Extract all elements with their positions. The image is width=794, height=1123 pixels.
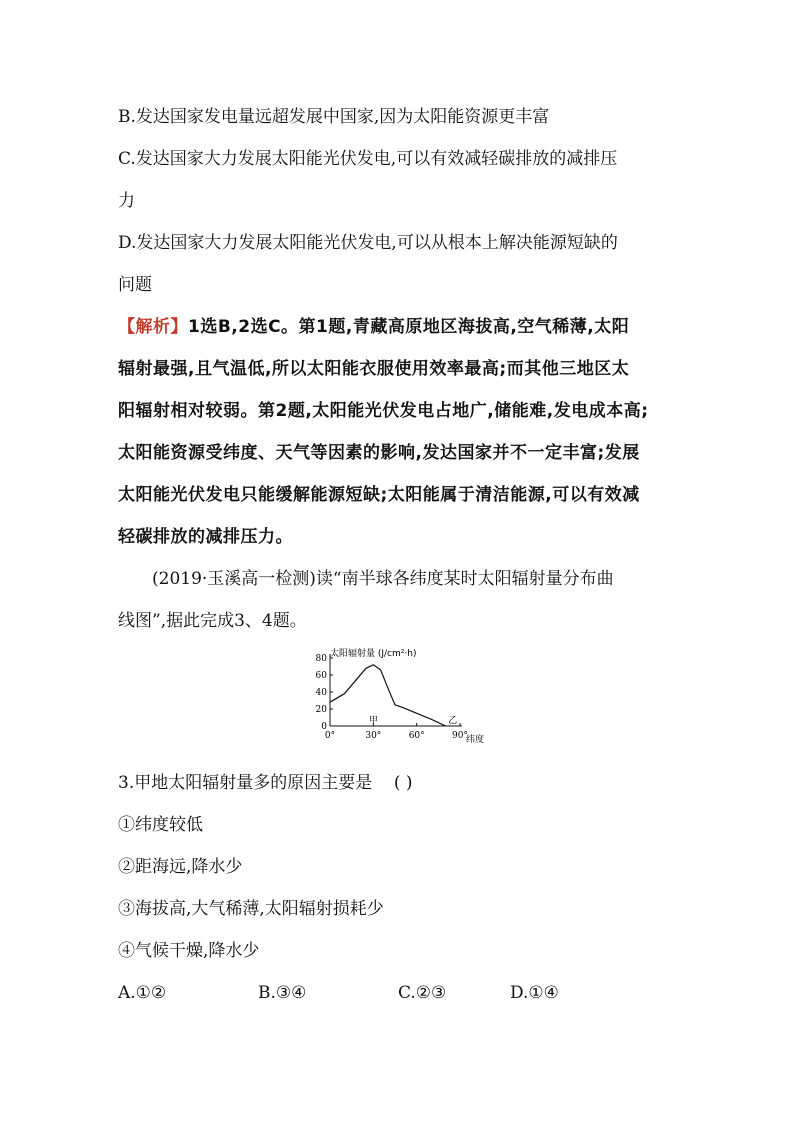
x-tick-label: 30°: [365, 731, 382, 741]
y-tick-label: 20: [315, 705, 327, 715]
analysis-line6: 轻碳排放的减排压力。: [118, 527, 293, 547]
analysis-tag: 【解析】: [118, 317, 188, 337]
item-2: ②距海远,降水少: [118, 857, 243, 877]
answer-d[interactable]: D.①④: [510, 983, 559, 1003]
option-b: B.发达国家发电量远超发展中国家,因为太阳能资源更丰富: [118, 107, 550, 127]
answer-b[interactable]: B.③④: [258, 983, 307, 1003]
radiation-chart-svg: [308, 644, 508, 752]
intro-line2: 线图”,据此完成3、4题。: [118, 611, 307, 631]
question3-stem: [118, 762, 686, 804]
question3-stem-text: 3.甲地太阳辐射量多的原因主要是: [118, 773, 373, 793]
analysis-line1: [118, 306, 686, 348]
analysis-line4: 太阳能资源受纬度、天气等因素的影响,发达国家并不一定丰富;发展: [118, 443, 640, 463]
option-c-line2: 力: [118, 191, 135, 211]
analysis-line3: 阳辐射相对较弱。第2题,太阳能光伏发电占地广,储能难,发电成本高;: [118, 401, 649, 421]
x-tick-label: 60°: [408, 731, 425, 741]
analysis-line2: 辐射最强,且气温低,所以太阳能衣服使用效率最高;而其他三地区太: [118, 359, 630, 379]
intro-line1: (2019·玉溪高一检测)读“南半球各纬度某时太阳辐射量分布曲: [152, 569, 614, 589]
point-label: 乙: [448, 716, 458, 726]
x-tick-label: 0°: [324, 731, 336, 741]
option-d-line2: 问题: [118, 275, 152, 295]
y-tick-label: 60: [315, 671, 327, 681]
item-1: ①纬度较低: [118, 815, 203, 835]
answer-blank: ( ): [393, 773, 413, 793]
answer-c[interactable]: C.②③: [398, 983, 447, 1003]
answer-a[interactable]: A.①②: [118, 983, 167, 1003]
option-d-line1: D.发达国家大力发展太阳能光伏发电,可以从根本上解决能源短缺的: [118, 233, 618, 253]
radiation-chart: [118, 644, 686, 756]
item-4: ④气候干燥,降水少: [118, 941, 260, 961]
option-c-line1: C.发达国家大力发展太阳能光伏发电,可以有效减轻碳排放的减排压: [118, 149, 618, 169]
radiation-curve: [330, 665, 446, 726]
analysis-text1: 1选B,2选C。第1题,青藏高原地区海拔高,空气稀薄,太阳: [188, 317, 630, 337]
document-page: [118, 96, 686, 1014]
y-axis-label: 太阳辐射量 (J/cm²·h): [330, 649, 417, 659]
item-3: ③海拔高,大气稀薄,太阳辐射损耗少: [118, 899, 384, 919]
answer-options: [118, 972, 686, 1014]
y-tick-label: 0: [321, 722, 327, 732]
y-tick-label: 80: [315, 654, 327, 664]
point-label: 甲: [368, 716, 378, 726]
analysis-line5: 太阳能光伏发电只能缓解能源短缺;太阳能属于清洁能源,可以有效减: [118, 485, 640, 505]
y-tick-label: 40: [315, 688, 327, 698]
x-tick-label: 90°: [452, 731, 468, 741]
x-axis-label: 纬度: [466, 735, 485, 745]
